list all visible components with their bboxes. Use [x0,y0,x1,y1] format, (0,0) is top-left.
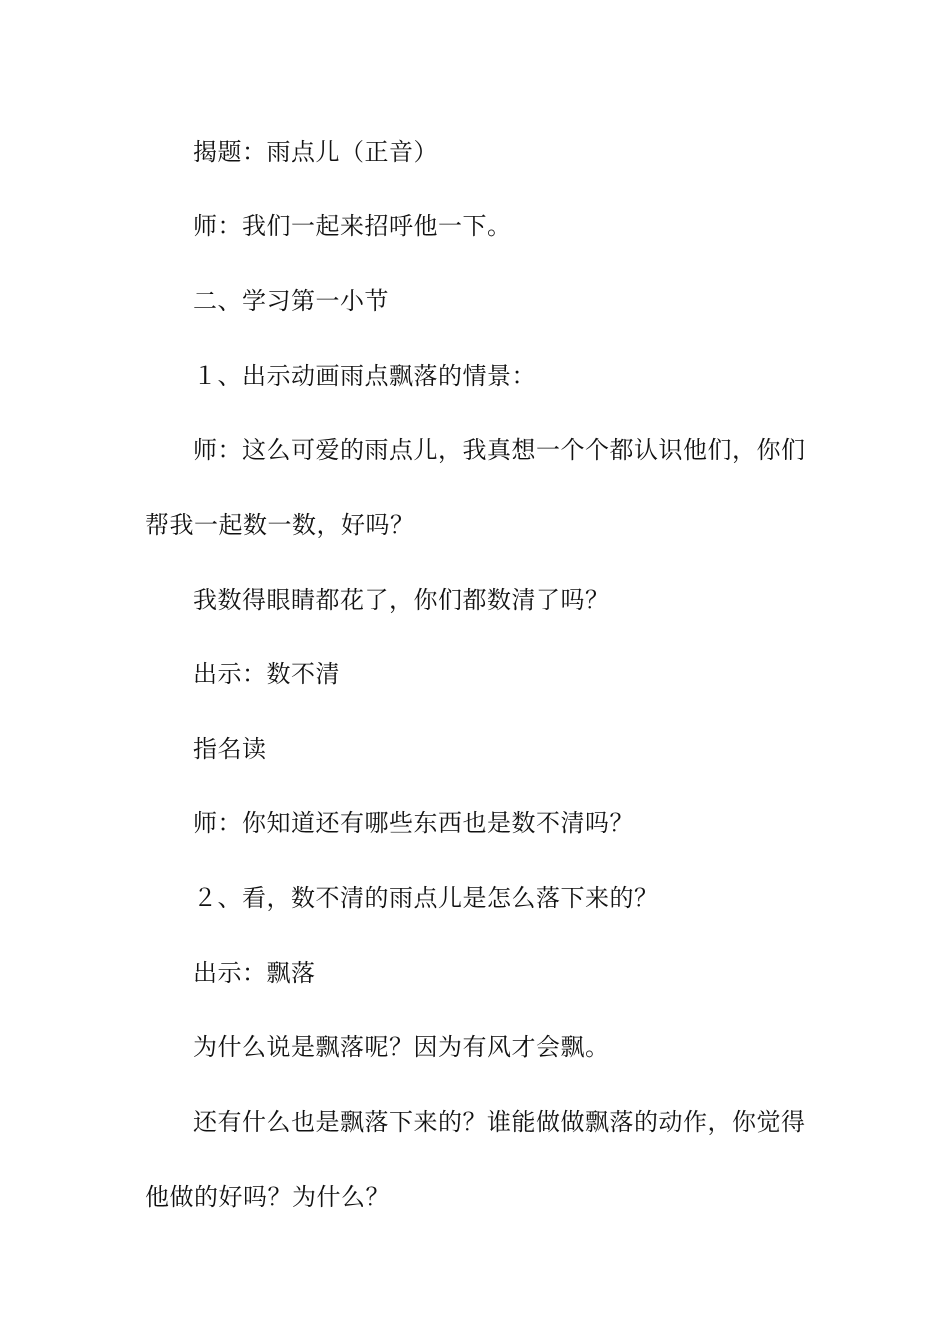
paragraph-line: 师：我们一起来招呼他一下。 [193,212,512,240]
paragraph-line-continuation: 帮我一起数一数，好吗？ [145,511,415,539]
paragraph-line: 师：你知道还有哪些东西也是数不清吗？ [193,809,634,837]
paragraph-line: 出示：数不清 [193,660,340,688]
paragraph-line: 揭题：雨点儿（正音） [193,138,438,166]
paragraph-line: 出示：飘落 [193,959,316,987]
paragraph-line: 还有什么也是飘落下来的？谁能做做飘落的动作，你觉得 [193,1108,806,1136]
section-heading: 二、学习第一小节 [193,287,389,315]
paragraph-line: 指名读 [193,735,267,763]
paragraph-line: 师：这么可爱的雨点儿，我真想一个个都认识他们，你们 [193,436,806,464]
paragraph-line-continuation: 他做的好吗？为什么？ [145,1183,390,1211]
paragraph-line: 我数得眼睛都花了，你们都数清了吗？ [193,586,610,614]
paragraph-line: 为什么说是飘落呢？因为有风才会飘。 [193,1033,610,1061]
paragraph-line: １、出示动画雨点飘落的情景： [193,362,536,390]
paragraph-line: ２、看，数不清的雨点儿是怎么落下来的？ [193,884,659,912]
